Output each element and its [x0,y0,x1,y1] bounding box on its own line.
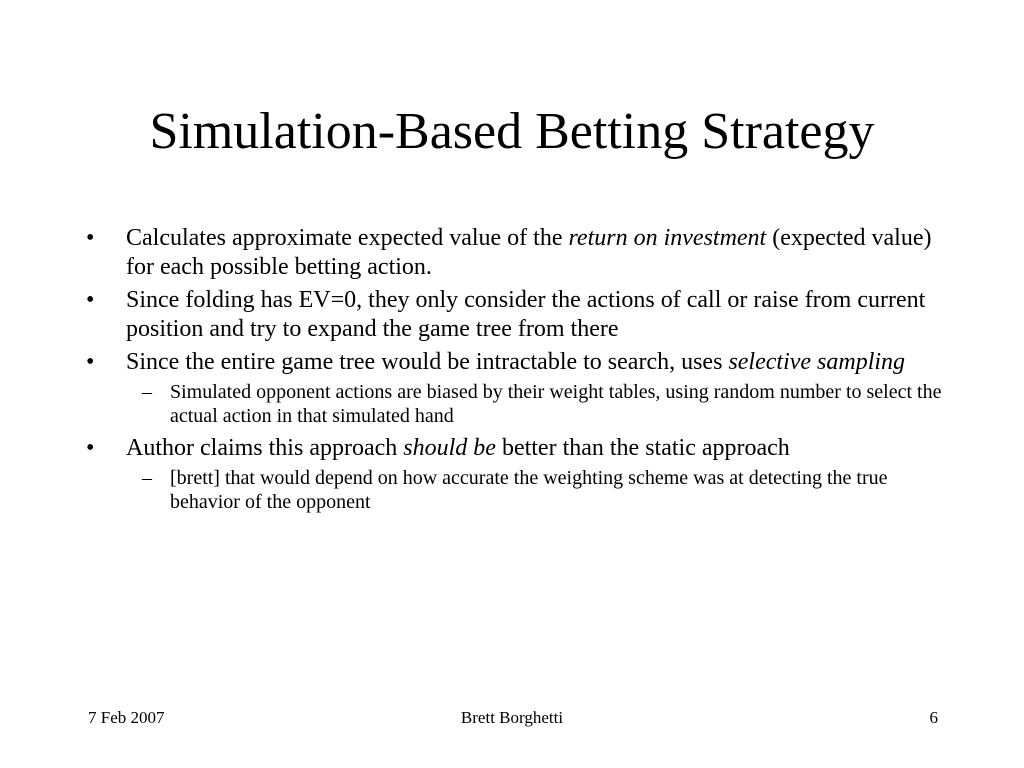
sub-bullet-text: Simulated opponent actions are biased by their weight tables, using random number to select the actual action in that simulated hand [170,381,942,427]
bullet-item [86,348,956,377]
bullet-text: Since folding has EV=0, they only consider the actions of call or raise from current position and try to expand the game tree from there [126,287,926,342]
slide-title: Simulation-Based Betting Strategy [149,103,875,160]
bullet-text: Since the entire game tree would be intractable to search, uses [126,349,729,375]
sub-bullet-item [86,380,956,428]
bullet-marker: • [86,349,95,375]
footer-date: 7 Feb 2007 [88,708,165,727]
bullet-italic-text: selective sampling [728,349,906,375]
sub-bullet-marker: – [142,381,152,403]
bullet-item [86,224,956,282]
bullet-marker: • [86,435,95,461]
slide-body [86,224,956,520]
footer-page-number: 6 [929,708,938,727]
bullet-marker: • [86,225,95,251]
bullet-item [86,434,956,463]
bullet-text: (expected value) for each possible betting action. [126,225,932,280]
bullet-text: better than the static approach [495,435,790,461]
footer-author: Brett Borghetti [460,708,564,727]
bullet-text: Calculates approximate expected value of the [126,225,569,251]
sub-bullet-item [86,466,956,514]
bullet-marker: • [86,287,95,313]
bullet-item [86,286,956,344]
sub-bullet-text: [brett] that would depend on how accurate the weighting scheme was at detecting the true behavior of the opponent [170,467,888,513]
bullet-italic-text: should be [403,435,496,461]
sub-bullet-marker: – [142,467,152,489]
bullet-italic-text: return on investment [568,225,767,251]
bullet-text: Author claims this approach [126,435,404,461]
